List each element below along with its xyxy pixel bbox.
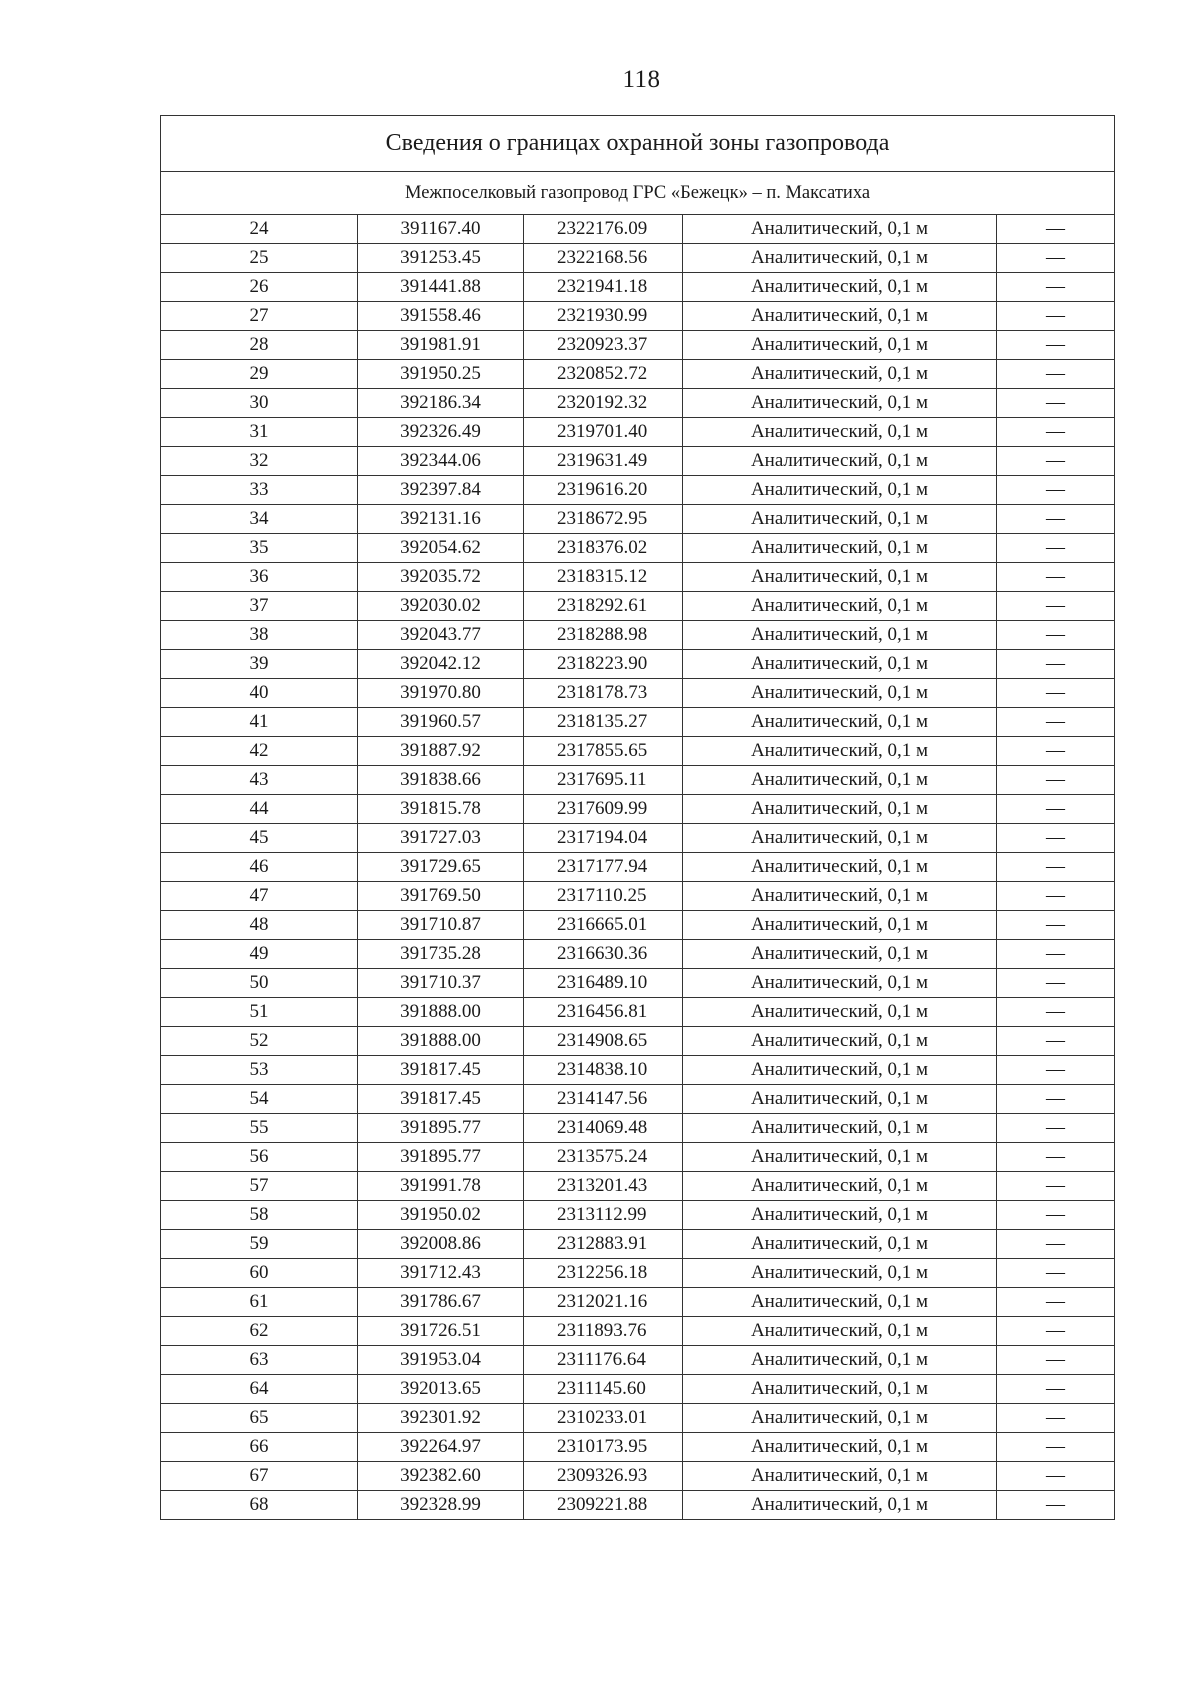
note-cell: — bbox=[997, 1433, 1115, 1462]
x-coordinate-cell: 392131.16 bbox=[358, 505, 524, 534]
x-coordinate-cell: 391769.50 bbox=[358, 882, 524, 911]
method-cell: Аналитический, 0,1 м bbox=[683, 215, 997, 244]
x-coordinate-cell: 391815.78 bbox=[358, 795, 524, 824]
note-cell: — bbox=[997, 1288, 1115, 1317]
table-row bbox=[161, 331, 1115, 360]
point-number-cell: 31 bbox=[161, 418, 358, 447]
y-coordinate-cell: 2314069.48 bbox=[524, 1114, 683, 1143]
table-row bbox=[161, 215, 1115, 244]
method-cell: Аналитический, 0,1 м bbox=[683, 1404, 997, 1433]
y-coordinate-cell: 2312021.16 bbox=[524, 1288, 683, 1317]
note-cell: — bbox=[997, 1027, 1115, 1056]
point-number-cell: 48 bbox=[161, 911, 358, 940]
point-number-cell: 57 bbox=[161, 1172, 358, 1201]
note-cell: — bbox=[997, 1462, 1115, 1491]
y-coordinate-cell: 2318292.61 bbox=[524, 592, 683, 621]
table-row bbox=[161, 273, 1115, 302]
table-row bbox=[161, 882, 1115, 911]
x-coordinate-cell: 391167.40 bbox=[358, 215, 524, 244]
x-coordinate-cell: 391950.02 bbox=[358, 1201, 524, 1230]
y-coordinate-cell: 2322168.56 bbox=[524, 244, 683, 273]
point-number-cell: 53 bbox=[161, 1056, 358, 1085]
method-cell: Аналитический, 0,1 м bbox=[683, 650, 997, 679]
table-row bbox=[161, 1027, 1115, 1056]
table-row bbox=[161, 1230, 1115, 1259]
table-row bbox=[161, 389, 1115, 418]
x-coordinate-cell: 392186.34 bbox=[358, 389, 524, 418]
method-cell: Аналитический, 0,1 м bbox=[683, 1114, 997, 1143]
method-cell: Аналитический, 0,1 м bbox=[683, 969, 997, 998]
y-coordinate-cell: 2319616.20 bbox=[524, 476, 683, 505]
x-coordinate-cell: 391441.88 bbox=[358, 273, 524, 302]
point-number-cell: 58 bbox=[161, 1201, 358, 1230]
y-coordinate-cell: 2309326.93 bbox=[524, 1462, 683, 1491]
y-coordinate-cell: 2322176.09 bbox=[524, 215, 683, 244]
x-coordinate-cell: 391960.57 bbox=[358, 708, 524, 737]
table-row bbox=[161, 621, 1115, 650]
x-coordinate-cell: 391895.77 bbox=[358, 1143, 524, 1172]
method-cell: Аналитический, 0,1 м bbox=[683, 795, 997, 824]
table-row bbox=[161, 592, 1115, 621]
table-row bbox=[161, 708, 1115, 737]
table-title: Сведения о границах охранной зоны газопровода bbox=[161, 116, 1115, 172]
note-cell: — bbox=[997, 911, 1115, 940]
note-cell: — bbox=[997, 1230, 1115, 1259]
table-row bbox=[161, 1201, 1115, 1230]
note-cell: — bbox=[997, 1404, 1115, 1433]
x-coordinate-cell: 391710.37 bbox=[358, 969, 524, 998]
x-coordinate-cell: 392344.06 bbox=[358, 447, 524, 476]
point-number-cell: 28 bbox=[161, 331, 358, 360]
note-cell: — bbox=[997, 244, 1115, 273]
y-coordinate-cell: 2318315.12 bbox=[524, 563, 683, 592]
x-coordinate-cell: 391838.66 bbox=[358, 766, 524, 795]
method-cell: Аналитический, 0,1 м bbox=[683, 1027, 997, 1056]
x-coordinate-cell: 391712.43 bbox=[358, 1259, 524, 1288]
x-coordinate-cell: 391887.92 bbox=[358, 737, 524, 766]
point-number-cell: 68 bbox=[161, 1491, 358, 1520]
point-number-cell: 63 bbox=[161, 1346, 358, 1375]
note-cell: — bbox=[997, 795, 1115, 824]
point-number-cell: 25 bbox=[161, 244, 358, 273]
y-coordinate-cell: 2318178.73 bbox=[524, 679, 683, 708]
x-coordinate-cell: 392264.97 bbox=[358, 1433, 524, 1462]
x-coordinate-cell: 392008.86 bbox=[358, 1230, 524, 1259]
note-cell: — bbox=[997, 766, 1115, 795]
method-cell: Аналитический, 0,1 м bbox=[683, 998, 997, 1027]
x-coordinate-cell: 391895.77 bbox=[358, 1114, 524, 1143]
method-cell: Аналитический, 0,1 м bbox=[683, 505, 997, 534]
method-cell: Аналитический, 0,1 м bbox=[683, 1172, 997, 1201]
method-cell: Аналитический, 0,1 м bbox=[683, 1143, 997, 1172]
method-cell: Аналитический, 0,1 м bbox=[683, 244, 997, 273]
x-coordinate-cell: 391981.91 bbox=[358, 331, 524, 360]
point-number-cell: 26 bbox=[161, 273, 358, 302]
y-coordinate-cell: 2317855.65 bbox=[524, 737, 683, 766]
page-number: 118 bbox=[622, 66, 661, 93]
y-coordinate-cell: 2313201.43 bbox=[524, 1172, 683, 1201]
point-number-cell: 56 bbox=[161, 1143, 358, 1172]
point-number-cell: 29 bbox=[161, 360, 358, 389]
y-coordinate-cell: 2317177.94 bbox=[524, 853, 683, 882]
table-row bbox=[161, 853, 1115, 882]
point-number-cell: 32 bbox=[161, 447, 358, 476]
x-coordinate-cell: 391991.78 bbox=[358, 1172, 524, 1201]
y-coordinate-cell: 2311145.60 bbox=[524, 1375, 683, 1404]
x-coordinate-cell: 392397.84 bbox=[358, 476, 524, 505]
table-row bbox=[161, 360, 1115, 389]
note-cell: — bbox=[997, 418, 1115, 447]
table-row bbox=[161, 737, 1115, 766]
x-coordinate-cell: 392042.12 bbox=[358, 650, 524, 679]
point-number-cell: 24 bbox=[161, 215, 358, 244]
method-cell: Аналитический, 0,1 м bbox=[683, 824, 997, 853]
method-cell: Аналитический, 0,1 м bbox=[683, 331, 997, 360]
y-coordinate-cell: 2316456.81 bbox=[524, 998, 683, 1027]
point-number-cell: 30 bbox=[161, 389, 358, 418]
method-cell: Аналитический, 0,1 м bbox=[683, 1491, 997, 1520]
method-cell: Аналитический, 0,1 м bbox=[683, 563, 997, 592]
method-cell: Аналитический, 0,1 м bbox=[683, 273, 997, 302]
table-row bbox=[161, 795, 1115, 824]
table-row bbox=[161, 1346, 1115, 1375]
point-number-cell: 34 bbox=[161, 505, 358, 534]
x-coordinate-cell: 392043.77 bbox=[358, 621, 524, 650]
y-coordinate-cell: 2314908.65 bbox=[524, 1027, 683, 1056]
point-number-cell: 66 bbox=[161, 1433, 358, 1462]
method-cell: Аналитический, 0,1 м bbox=[683, 1085, 997, 1114]
point-number-cell: 33 bbox=[161, 476, 358, 505]
point-number-cell: 52 bbox=[161, 1027, 358, 1056]
point-number-cell: 44 bbox=[161, 795, 358, 824]
table-row bbox=[161, 1375, 1115, 1404]
method-cell: Аналитический, 0,1 м bbox=[683, 592, 997, 621]
table-row bbox=[161, 476, 1115, 505]
method-cell: Аналитический, 0,1 м bbox=[683, 1056, 997, 1085]
note-cell: — bbox=[997, 476, 1115, 505]
y-coordinate-cell: 2318135.27 bbox=[524, 708, 683, 737]
note-cell: — bbox=[997, 331, 1115, 360]
table-row bbox=[161, 244, 1115, 273]
x-coordinate-cell: 391950.25 bbox=[358, 360, 524, 389]
y-coordinate-cell: 2321941.18 bbox=[524, 273, 683, 302]
x-coordinate-cell: 392326.49 bbox=[358, 418, 524, 447]
method-cell: Аналитический, 0,1 м bbox=[683, 708, 997, 737]
note-cell: — bbox=[997, 360, 1115, 389]
method-cell: Аналитический, 0,1 м bbox=[683, 1346, 997, 1375]
note-cell: — bbox=[997, 824, 1115, 853]
y-coordinate-cell: 2309221.88 bbox=[524, 1491, 683, 1520]
note-cell: — bbox=[997, 534, 1115, 563]
table-row bbox=[161, 1462, 1115, 1491]
table-row bbox=[161, 911, 1115, 940]
table-row bbox=[161, 1491, 1115, 1520]
method-cell: Аналитический, 0,1 м bbox=[683, 1317, 997, 1346]
table-row bbox=[161, 505, 1115, 534]
method-cell: Аналитический, 0,1 м bbox=[683, 911, 997, 940]
y-coordinate-cell: 2317110.25 bbox=[524, 882, 683, 911]
table-subtitle-row bbox=[161, 172, 1115, 215]
point-number-cell: 64 bbox=[161, 1375, 358, 1404]
table-title-row bbox=[161, 116, 1115, 172]
method-cell: Аналитический, 0,1 м bbox=[683, 940, 997, 969]
note-cell: — bbox=[997, 1143, 1115, 1172]
method-cell: Аналитический, 0,1 м bbox=[683, 389, 997, 418]
x-coordinate-cell: 391735.28 bbox=[358, 940, 524, 969]
table-row bbox=[161, 766, 1115, 795]
x-coordinate-cell: 392054.62 bbox=[358, 534, 524, 563]
note-cell: — bbox=[997, 679, 1115, 708]
method-cell: Аналитический, 0,1 м bbox=[683, 766, 997, 795]
table-row bbox=[161, 1114, 1115, 1143]
table-row bbox=[161, 969, 1115, 998]
table-row bbox=[161, 534, 1115, 563]
method-cell: Аналитический, 0,1 м bbox=[683, 360, 997, 389]
y-coordinate-cell: 2317194.04 bbox=[524, 824, 683, 853]
x-coordinate-cell: 391970.80 bbox=[358, 679, 524, 708]
point-number-cell: 61 bbox=[161, 1288, 358, 1317]
y-coordinate-cell: 2318376.02 bbox=[524, 534, 683, 563]
method-cell: Аналитический, 0,1 м bbox=[683, 1230, 997, 1259]
x-coordinate-cell: 391888.00 bbox=[358, 998, 524, 1027]
y-coordinate-cell: 2317695.11 bbox=[524, 766, 683, 795]
table-row bbox=[161, 302, 1115, 331]
y-coordinate-cell: 2316665.01 bbox=[524, 911, 683, 940]
y-coordinate-cell: 2318672.95 bbox=[524, 505, 683, 534]
y-coordinate-cell: 2312883.91 bbox=[524, 1230, 683, 1259]
table-row bbox=[161, 1404, 1115, 1433]
note-cell: — bbox=[997, 882, 1115, 911]
table-row bbox=[161, 563, 1115, 592]
point-number-cell: 47 bbox=[161, 882, 358, 911]
method-cell: Аналитический, 0,1 м bbox=[683, 853, 997, 882]
method-cell: Аналитический, 0,1 м bbox=[683, 1259, 997, 1288]
point-number-cell: 51 bbox=[161, 998, 358, 1027]
x-coordinate-cell: 392328.99 bbox=[358, 1491, 524, 1520]
method-cell: Аналитический, 0,1 м bbox=[683, 679, 997, 708]
method-cell: Аналитический, 0,1 м bbox=[683, 302, 997, 331]
table-row bbox=[161, 447, 1115, 476]
point-number-cell: 60 bbox=[161, 1259, 358, 1288]
y-coordinate-cell: 2318223.90 bbox=[524, 650, 683, 679]
note-cell: — bbox=[997, 998, 1115, 1027]
table-row bbox=[161, 418, 1115, 447]
point-number-cell: 62 bbox=[161, 1317, 358, 1346]
y-coordinate-cell: 2313112.99 bbox=[524, 1201, 683, 1230]
note-cell: — bbox=[997, 505, 1115, 534]
table-row bbox=[161, 1317, 1115, 1346]
y-coordinate-cell: 2320852.72 bbox=[524, 360, 683, 389]
table-row bbox=[161, 679, 1115, 708]
y-coordinate-cell: 2310173.95 bbox=[524, 1433, 683, 1462]
point-number-cell: 50 bbox=[161, 969, 358, 998]
table-row bbox=[161, 940, 1115, 969]
note-cell: — bbox=[997, 1375, 1115, 1404]
y-coordinate-cell: 2321930.99 bbox=[524, 302, 683, 331]
table-row bbox=[161, 1433, 1115, 1462]
note-cell: — bbox=[997, 621, 1115, 650]
x-coordinate-cell: 391710.87 bbox=[358, 911, 524, 940]
x-coordinate-cell: 391726.51 bbox=[358, 1317, 524, 1346]
point-number-cell: 49 bbox=[161, 940, 358, 969]
point-number-cell: 42 bbox=[161, 737, 358, 766]
note-cell: — bbox=[997, 1085, 1115, 1114]
point-number-cell: 27 bbox=[161, 302, 358, 331]
point-number-cell: 54 bbox=[161, 1085, 358, 1114]
x-coordinate-cell: 391953.04 bbox=[358, 1346, 524, 1375]
x-coordinate-cell: 392013.65 bbox=[358, 1375, 524, 1404]
y-coordinate-cell: 2319701.40 bbox=[524, 418, 683, 447]
table-row bbox=[161, 824, 1115, 853]
table-row bbox=[161, 1172, 1115, 1201]
method-cell: Аналитический, 0,1 м bbox=[683, 476, 997, 505]
x-coordinate-cell: 392035.72 bbox=[358, 563, 524, 592]
note-cell: — bbox=[997, 737, 1115, 766]
point-number-cell: 59 bbox=[161, 1230, 358, 1259]
note-cell: — bbox=[997, 853, 1115, 882]
y-coordinate-cell: 2316630.36 bbox=[524, 940, 683, 969]
note-cell: — bbox=[997, 940, 1115, 969]
point-number-cell: 37 bbox=[161, 592, 358, 621]
method-cell: Аналитический, 0,1 м bbox=[683, 1462, 997, 1491]
y-coordinate-cell: 2316489.10 bbox=[524, 969, 683, 998]
method-cell: Аналитический, 0,1 м bbox=[683, 447, 997, 476]
y-coordinate-cell: 2311176.64 bbox=[524, 1346, 683, 1375]
point-number-cell: 39 bbox=[161, 650, 358, 679]
x-coordinate-cell: 391817.45 bbox=[358, 1056, 524, 1085]
note-cell: — bbox=[997, 563, 1115, 592]
method-cell: Аналитический, 0,1 м bbox=[683, 1433, 997, 1462]
table-row bbox=[161, 1085, 1115, 1114]
method-cell: Аналитический, 0,1 м bbox=[683, 1375, 997, 1404]
point-number-cell: 43 bbox=[161, 766, 358, 795]
y-coordinate-cell: 2317609.99 bbox=[524, 795, 683, 824]
x-coordinate-cell: 392301.92 bbox=[358, 1404, 524, 1433]
y-coordinate-cell: 2311893.76 bbox=[524, 1317, 683, 1346]
boundary-coordinates-table bbox=[160, 115, 1115, 1520]
y-coordinate-cell: 2320923.37 bbox=[524, 331, 683, 360]
note-cell: — bbox=[997, 592, 1115, 621]
note-cell: — bbox=[997, 1346, 1115, 1375]
x-coordinate-cell: 391888.00 bbox=[358, 1027, 524, 1056]
table-row bbox=[161, 1143, 1115, 1172]
point-number-cell: 35 bbox=[161, 534, 358, 563]
note-cell: — bbox=[997, 708, 1115, 737]
note-cell: — bbox=[997, 1201, 1115, 1230]
y-coordinate-cell: 2314147.56 bbox=[524, 1085, 683, 1114]
method-cell: Аналитический, 0,1 м bbox=[683, 621, 997, 650]
note-cell: — bbox=[997, 650, 1115, 679]
x-coordinate-cell: 392030.02 bbox=[358, 592, 524, 621]
point-number-cell: 46 bbox=[161, 853, 358, 882]
note-cell: — bbox=[997, 273, 1115, 302]
method-cell: Аналитический, 0,1 м bbox=[683, 418, 997, 447]
x-coordinate-cell: 391786.67 bbox=[358, 1288, 524, 1317]
x-coordinate-cell: 391817.45 bbox=[358, 1085, 524, 1114]
y-coordinate-cell: 2310233.01 bbox=[524, 1404, 683, 1433]
x-coordinate-cell: 392382.60 bbox=[358, 1462, 524, 1491]
method-cell: Аналитический, 0,1 м bbox=[683, 1288, 997, 1317]
note-cell: — bbox=[997, 447, 1115, 476]
y-coordinate-cell: 2320192.32 bbox=[524, 389, 683, 418]
method-cell: Аналитический, 0,1 м bbox=[683, 737, 997, 766]
table-subtitle: Межпоселковый газопровод ГРС «Бежецк» – п. Максатиха bbox=[161, 172, 1115, 215]
point-number-cell: 41 bbox=[161, 708, 358, 737]
table-row bbox=[161, 650, 1115, 679]
table-row bbox=[161, 1288, 1115, 1317]
y-coordinate-cell: 2313575.24 bbox=[524, 1143, 683, 1172]
note-cell: — bbox=[997, 1317, 1115, 1346]
point-number-cell: 45 bbox=[161, 824, 358, 853]
note-cell: — bbox=[997, 1259, 1115, 1288]
method-cell: Аналитический, 0,1 м bbox=[683, 882, 997, 911]
note-cell: — bbox=[997, 215, 1115, 244]
x-coordinate-cell: 391729.65 bbox=[358, 853, 524, 882]
point-number-cell: 38 bbox=[161, 621, 358, 650]
table-row bbox=[161, 1056, 1115, 1085]
note-cell: — bbox=[997, 1114, 1115, 1143]
y-coordinate-cell: 2318288.98 bbox=[524, 621, 683, 650]
point-number-cell: 65 bbox=[161, 1404, 358, 1433]
point-number-cell: 40 bbox=[161, 679, 358, 708]
x-coordinate-cell: 391253.45 bbox=[358, 244, 524, 273]
table-row bbox=[161, 998, 1115, 1027]
y-coordinate-cell: 2319631.49 bbox=[524, 447, 683, 476]
x-coordinate-cell: 391727.03 bbox=[358, 824, 524, 853]
method-cell: Аналитический, 0,1 м bbox=[683, 534, 997, 563]
note-cell: — bbox=[997, 302, 1115, 331]
method-cell: Аналитический, 0,1 м bbox=[683, 1201, 997, 1230]
point-number-cell: 36 bbox=[161, 563, 358, 592]
point-number-cell: 55 bbox=[161, 1114, 358, 1143]
note-cell: — bbox=[997, 1491, 1115, 1520]
x-coordinate-cell: 391558.46 bbox=[358, 302, 524, 331]
note-cell: — bbox=[997, 1172, 1115, 1201]
note-cell: — bbox=[997, 389, 1115, 418]
note-cell: — bbox=[997, 969, 1115, 998]
point-number-cell: 67 bbox=[161, 1462, 358, 1491]
y-coordinate-cell: 2312256.18 bbox=[524, 1259, 683, 1288]
y-coordinate-cell: 2314838.10 bbox=[524, 1056, 683, 1085]
table-row bbox=[161, 1259, 1115, 1288]
note-cell: — bbox=[997, 1056, 1115, 1085]
